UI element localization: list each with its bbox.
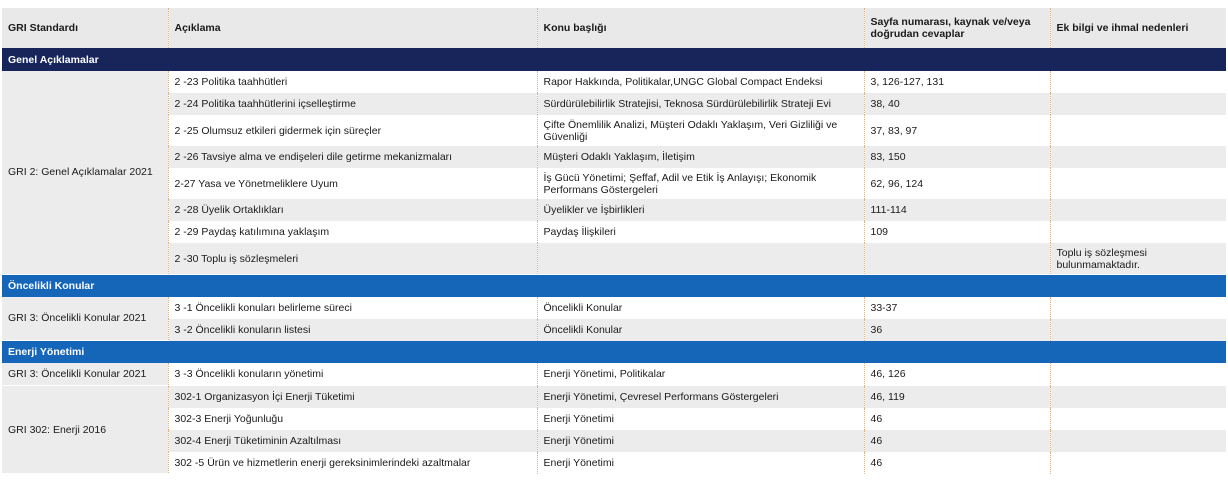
table-row [2,93,1226,115]
note-cell [1050,93,1226,115]
topic-cell: Çifte Önemlilik Analizi, Müşteri Odaklı Yaklaşım, Veri Gizliliği ve Güvenliği [537,115,864,146]
table-row [2,452,1226,474]
topic-cell: Enerji Yönetimi [537,408,864,430]
disclosure-cell: 2 -29 Paydaş katılımına yaklaşım [168,221,537,243]
header-disclosure: Açıklama [168,8,537,48]
note-cell [1050,363,1226,386]
header-omission-reasons: Ek bilgi ve ihmal nedenleri [1050,8,1226,48]
header-page-numbers: Sayfa numarası, kaynak ve/veya doğrudan cevaplar [864,8,1050,48]
gri-standard-cell: GRI 3: Öncelikli Konular 2021 [2,297,168,341]
table-row [2,297,1226,319]
note-cell [1050,115,1226,146]
pages-cell: 38, 40 [864,93,1050,115]
table-row [2,71,1226,93]
topic-cell: Enerji Yönetimi, Çevresel Performans Göstergeleri [537,386,864,408]
table-row [2,221,1226,243]
disclosure-cell: 302-4 Enerji Tüketiminin Azaltılması [168,430,537,452]
section-header-material-topics [2,274,1226,297]
disclosure-cell: 302 -5 Ürün ve hizmetlerin enerji gereksinimlerindeki azaltmalar [168,452,537,474]
topic-cell: Rapor Hakkında, Politikalar,UNGC Global Compact Endeksi [537,71,864,93]
note-cell [1050,386,1226,408]
table-row [2,363,1226,386]
disclosure-cell: 2 -30 Toplu iş sözleşmeleri [168,243,537,274]
table-row [2,199,1226,221]
disclosure-cell: 2 -23 Politika taahhütleri [168,71,537,93]
disclosure-cell: 2 -28 Üyelik Ortaklıkları [168,199,537,221]
section-title: Enerji Yönetimi [2,341,1226,364]
topic-cell: Müşteri Odaklı Yaklaşım, İletişim [537,146,864,168]
table-row [2,408,1226,430]
note-cell [1050,297,1226,319]
table-row [2,168,1226,199]
pages-cell: 46, 126 [864,363,1050,386]
table-row [2,115,1226,146]
topic-cell [537,243,864,274]
topic-cell: Enerji Yönetimi, Politikalar [537,363,864,386]
note-cell [1050,168,1226,199]
table-row [2,319,1226,341]
topic-cell: Üyelikler ve İşbirlikleri [537,199,864,221]
disclosure-cell: 302-1 Organizasyon İçi Enerji Tüketimi [168,386,537,408]
disclosure-cell: 2 -26 Tavsiye alma ve endişeleri dile getirme mekanizmaları [168,146,537,168]
note-cell: Toplu iş sözleşmesi bulunmamaktadır. [1050,243,1226,274]
table-row [2,386,1226,408]
header-topic: Konu başlığı [537,8,864,48]
note-cell [1050,221,1226,243]
pages-cell: 109 [864,221,1050,243]
gri-standard-cell: GRI 3: Öncelikli Konular 2021 [2,363,168,386]
note-cell [1050,319,1226,341]
disclosure-cell: 3 -2 Öncelikli konuların listesi [168,319,537,341]
topic-cell: Enerji Yönetimi [537,430,864,452]
disclosure-cell: 302-3 Enerji Yoğunluğu [168,408,537,430]
table-row [2,146,1226,168]
gri-standard-cell: GRI 2: Genel Açıklamalar 2021 [2,71,168,274]
table-row [2,430,1226,452]
note-cell [1050,452,1226,474]
disclosure-cell: 2 -24 Politika taahhütlerini içselleştirme [168,93,537,115]
pages-cell: 33-37 [864,297,1050,319]
note-cell [1050,199,1226,221]
pages-cell: 62, 96, 124 [864,168,1050,199]
topic-cell: Sürdürülebilirlik Stratejisi, Teknosa Sürdürülebilirlik Strateji Evi [537,93,864,115]
note-cell [1050,71,1226,93]
header-gri-standard: GRI Standardı [2,8,168,48]
pages-cell: 46 [864,452,1050,474]
topic-cell: Enerji Yönetimi [537,452,864,474]
disclosure-cell: 3 -1 Öncelikli konuları belirleme süreci [168,297,537,319]
disclosure-cell: 2-27 Yasa ve Yönetmeliklere Uyum [168,168,537,199]
pages-cell: 83, 150 [864,146,1050,168]
pages-cell: 37, 83, 97 [864,115,1050,146]
disclosure-cell: 3 -3 Öncelikli konuların yönetimi [168,363,537,386]
header-row [2,8,1226,48]
note-cell [1050,408,1226,430]
pages-cell: 3, 126-127, 131 [864,71,1050,93]
section-header-general-disclosures [2,48,1226,71]
note-cell [1050,146,1226,168]
pages-cell: 46, 119 [864,386,1050,408]
pages-cell: 36 [864,319,1050,341]
table-row [2,243,1226,274]
note-cell [1050,430,1226,452]
section-title: Öncelikli Konular [2,274,1226,297]
pages-cell: 111-114 [864,199,1050,221]
topic-cell: Öncelikli Konular [537,297,864,319]
topic-cell: Öncelikli Konular [537,319,864,341]
section-header-energy-management [2,341,1226,364]
gri-index-table [2,8,1226,474]
topic-cell: İş Gücü Yönetimi; Şeffaf, Adil ve Etik İş Anlayışı; Ekonomik Performans Göstergeleri [537,168,864,199]
gri-standard-cell: GRI 302: Enerji 2016 [2,386,168,474]
pages-cell [864,243,1050,274]
pages-cell: 46 [864,430,1050,452]
topic-cell: Paydaş İlişkileri [537,221,864,243]
section-title: Genel Açıklamalar [2,48,1226,71]
disclosure-cell: 2 -25 Olumsuz etkileri gidermek için süreçler [168,115,537,146]
pages-cell: 46 [864,408,1050,430]
